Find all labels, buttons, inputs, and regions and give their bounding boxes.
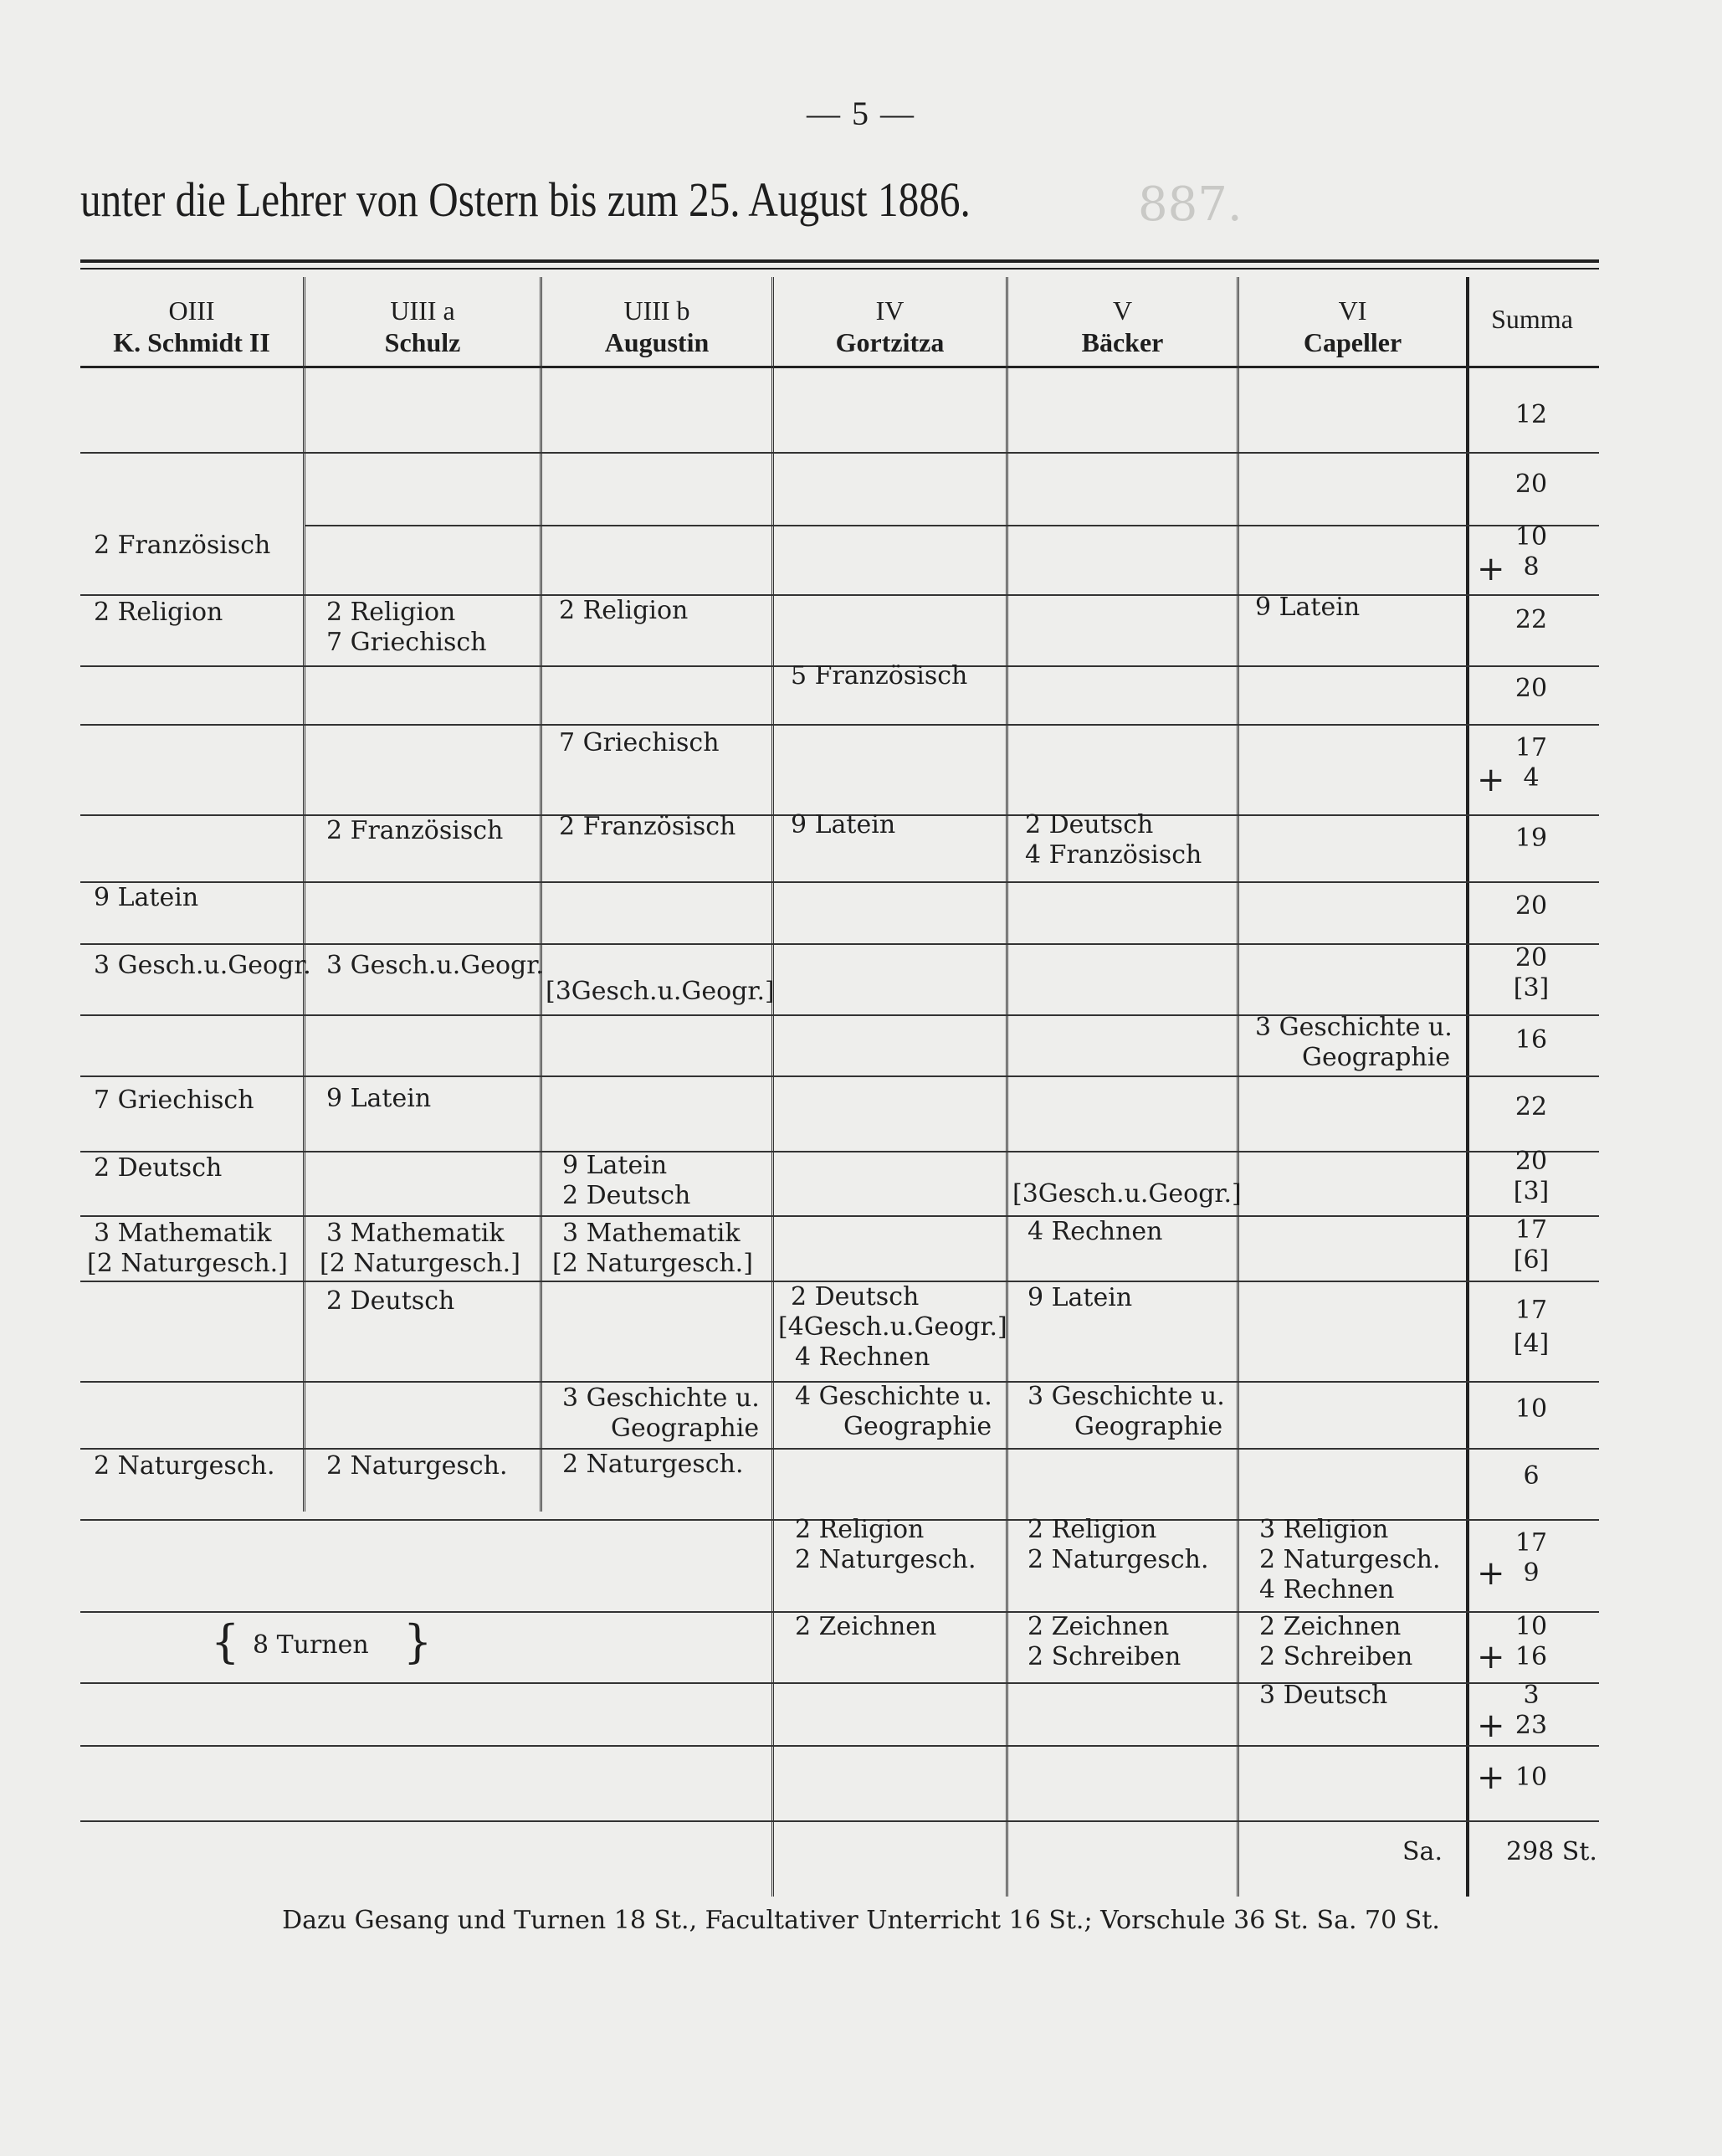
sum-value: 20	[1514, 891, 1548, 921]
sum-value: 16	[1514, 1642, 1548, 1671]
table-cell: 2 Deutsch	[562, 1181, 691, 1210]
sum-value: 16	[1514, 1025, 1548, 1055]
sum-value: 23	[1514, 1711, 1548, 1740]
teacher-name: Bäcker	[1081, 327, 1164, 357]
column-header-v	[1008, 295, 1237, 358]
teacher-name: K. Schmidt II	[113, 327, 270, 357]
table-cell: 4 Rechnen	[795, 1342, 930, 1372]
page-number: — 5 —	[807, 95, 915, 132]
row-rule	[80, 1151, 1599, 1152]
table-cell: 2 Religion	[559, 596, 689, 625]
column-header-uiiib	[542, 295, 771, 358]
sum-value: 4	[1523, 763, 1540, 793]
sum-value: 12	[1514, 400, 1548, 429]
sum-value: 10	[1514, 522, 1548, 552]
row-rule	[80, 594, 1599, 596]
table-cell: 4 Französisch	[1025, 840, 1202, 870]
class-label: V	[1112, 295, 1133, 326]
sum-value: 3	[1523, 1681, 1540, 1710]
class-label: OIII	[168, 295, 215, 326]
sum-value: [3]	[1513, 973, 1550, 1003]
sum-value: [6]	[1513, 1245, 1550, 1275]
summa-header: Summa	[1491, 304, 1573, 334]
table-cell: 7 Griechisch	[326, 628, 487, 657]
teacher-name: Augustin	[604, 327, 710, 357]
column-divider	[303, 277, 305, 1512]
sum-value: 20	[1514, 1147, 1548, 1176]
plus-sign: +	[1477, 1758, 1505, 1797]
table-cell: 9 Latein	[791, 810, 896, 839]
plus-sign: +	[1477, 761, 1505, 799]
sum-value: 10	[1514, 1394, 1548, 1424]
summa-divider	[1466, 277, 1469, 1897]
plus-sign: +	[1477, 1707, 1505, 1745]
sum-value: 8	[1523, 552, 1540, 582]
table-cell: 3 Gesch.u.Geogr.	[94, 951, 311, 980]
sum-value: 20	[1514, 674, 1548, 703]
row-rule	[80, 881, 1599, 883]
column-divider	[771, 277, 774, 1897]
table-cell: Geographie	[1302, 1043, 1451, 1072]
table-cell: 3 Deutsch	[1259, 1681, 1388, 1710]
sum-value: 19	[1514, 824, 1548, 853]
column-divider	[1006, 277, 1008, 1897]
sum-value: 9	[1523, 1558, 1540, 1588]
table-cell: 2 Naturgesch.	[795, 1545, 976, 1574]
table-cell: [3Gesch.u.Geogr.]	[546, 977, 775, 1006]
table-cell: 2 Naturgesch.	[562, 1450, 744, 1479]
column-header-uiiia	[305, 295, 540, 358]
page-title: unter die Lehrer von Ostern bis zum 25. August 1886.	[80, 172, 971, 227]
sum-value: 17	[1514, 1296, 1548, 1325]
column-header-iv	[774, 295, 1006, 358]
table-cell: 5 Französisch	[791, 661, 968, 690]
row-rule	[80, 452, 1599, 454]
plus-sign: +	[1477, 550, 1505, 588]
table-cell: [2 Naturgesch.]	[320, 1249, 520, 1278]
sum-value: 17	[1514, 1215, 1548, 1245]
table-cell: 9 Latein	[94, 883, 199, 912]
table-cell: 9 Latein	[562, 1151, 668, 1180]
table-cell: 2 Schreiben	[1259, 1642, 1413, 1671]
table-cell: 4 Rechnen	[1259, 1575, 1395, 1604]
table-cell: 9 Latein	[1028, 1283, 1133, 1312]
footer-note: Dazu Gesang und Turnen 18 St., Facultativer Unterricht 16 St.; Vorschule 36 St. Sa. 70 St.	[282, 1906, 1440, 1935]
table-cell: 2 Französisch	[559, 812, 736, 841]
table-cell: 3 Mathematik	[94, 1219, 272, 1248]
table-cell: 2 Naturgesch.	[326, 1451, 508, 1481]
table-cell: 2 Naturgesch.	[94, 1451, 275, 1481]
sa-total: 298 St.	[1506, 1837, 1597, 1866]
teacher-name: Gortzitza	[835, 327, 945, 357]
sum-value: 22	[1514, 1092, 1548, 1122]
table-cell: 2 Religion	[94, 598, 223, 627]
column-header-oiii	[80, 295, 303, 358]
class-label: UIII b	[623, 295, 690, 326]
sum-value: [4]	[1513, 1329, 1550, 1358]
table-cell: 4 Rechnen	[1028, 1217, 1163, 1246]
sum-value: 20	[1514, 470, 1548, 499]
column-divider	[540, 277, 542, 1512]
plus-sign: +	[1477, 1554, 1505, 1593]
table-cell: 3 Geschichte u.	[1255, 1013, 1453, 1042]
row-rule	[80, 1075, 1599, 1077]
table-cell: 2 Zeichnen	[1259, 1612, 1402, 1641]
table-cell: 3 Geschichte u.	[562, 1383, 760, 1413]
top-rule	[80, 259, 1599, 263]
header-rule	[80, 366, 1599, 368]
table-cell: 2 Religion	[795, 1515, 925, 1544]
sum-value: [3]	[1513, 1177, 1550, 1206]
table-cell: Geographie	[611, 1414, 760, 1443]
top-rule-thin	[80, 268, 1599, 270]
sum-value: 22	[1514, 605, 1548, 634]
table-cell: 3 Mathematik	[326, 1219, 505, 1248]
row-rule	[80, 1448, 1599, 1450]
row-rule	[80, 1820, 1599, 1822]
table-cell: [2 Naturgesch.]	[87, 1249, 288, 1278]
table-cell: [4Gesch.u.Geogr.]	[778, 1312, 1007, 1342]
class-label: VI	[1338, 295, 1367, 326]
sum-value: 10	[1514, 1763, 1548, 1792]
sum-value: 20	[1514, 943, 1548, 973]
table-cell: 2 Deutsch	[326, 1286, 455, 1316]
sa-label: Sa.	[1402, 1837, 1443, 1866]
table-cell: 2 Zeichnen	[1028, 1612, 1170, 1641]
teacher-name: Capeller	[1303, 327, 1402, 357]
left-brace: {	[211, 1615, 240, 1668]
table-cell: 2 Naturgesch.	[1259, 1545, 1441, 1574]
class-label: IV	[875, 295, 905, 326]
column-divider	[1237, 277, 1239, 1897]
table-cell: 3 Gesch.u.Geogr.	[326, 951, 544, 980]
table-cell: 2 Deutsch	[791, 1282, 920, 1312]
table-cell: 2 Französisch	[94, 531, 271, 560]
sum-value: 6	[1523, 1461, 1540, 1491]
bleed-through-text: 887.	[1138, 177, 1243, 232]
table-cell: Geographie	[1074, 1412, 1223, 1441]
table-cell: [2 Naturgesch.]	[552, 1249, 753, 1278]
right-brace: }	[403, 1615, 433, 1668]
turnen-cell: 8 Turnen	[253, 1630, 369, 1660]
column-header-vi	[1239, 295, 1466, 358]
sum-value: 17	[1514, 733, 1548, 762]
table-cell: 3 Religion	[1259, 1515, 1389, 1544]
table-cell: 9 Latein	[1255, 593, 1361, 622]
table-cell: 3 Geschichte u.	[1028, 1382, 1225, 1411]
teacher-name: Schulz	[384, 327, 461, 357]
sum-value: 17	[1514, 1528, 1548, 1558]
table-cell: 2 Deutsch	[1025, 810, 1154, 839]
table-cell: 2 Zeichnen	[795, 1612, 937, 1641]
row-rule	[80, 1215, 1599, 1217]
row-rule	[80, 943, 1599, 945]
sum-value: 10	[1514, 1612, 1548, 1641]
table-cell: 7 Griechisch	[94, 1086, 254, 1115]
table-cell: 3 Mathematik	[562, 1219, 741, 1248]
table-cell: 7 Griechisch	[559, 728, 720, 757]
row-rule	[305, 525, 1599, 526]
table-cell: 2 Religion	[1028, 1515, 1157, 1544]
table-cell: 2 Deutsch	[94, 1153, 223, 1183]
table-cell: 2 Naturgesch.	[1028, 1545, 1209, 1574]
table-cell: 2 Schreiben	[1028, 1642, 1181, 1671]
table-cell: 2 Religion	[326, 598, 456, 627]
table-cell: 4 Geschichte u.	[795, 1382, 992, 1411]
table-cell: 9 Latein	[326, 1084, 432, 1113]
table-cell: [3Gesch.u.Geogr.]	[1012, 1179, 1242, 1209]
class-label: UIII a	[390, 295, 455, 326]
table-cell: Geographie	[843, 1412, 992, 1441]
row-rule	[80, 724, 1599, 726]
table-cell: 2 Französisch	[326, 816, 504, 845]
row-rule	[80, 1745, 1599, 1747]
plus-sign: +	[1477, 1638, 1505, 1676]
